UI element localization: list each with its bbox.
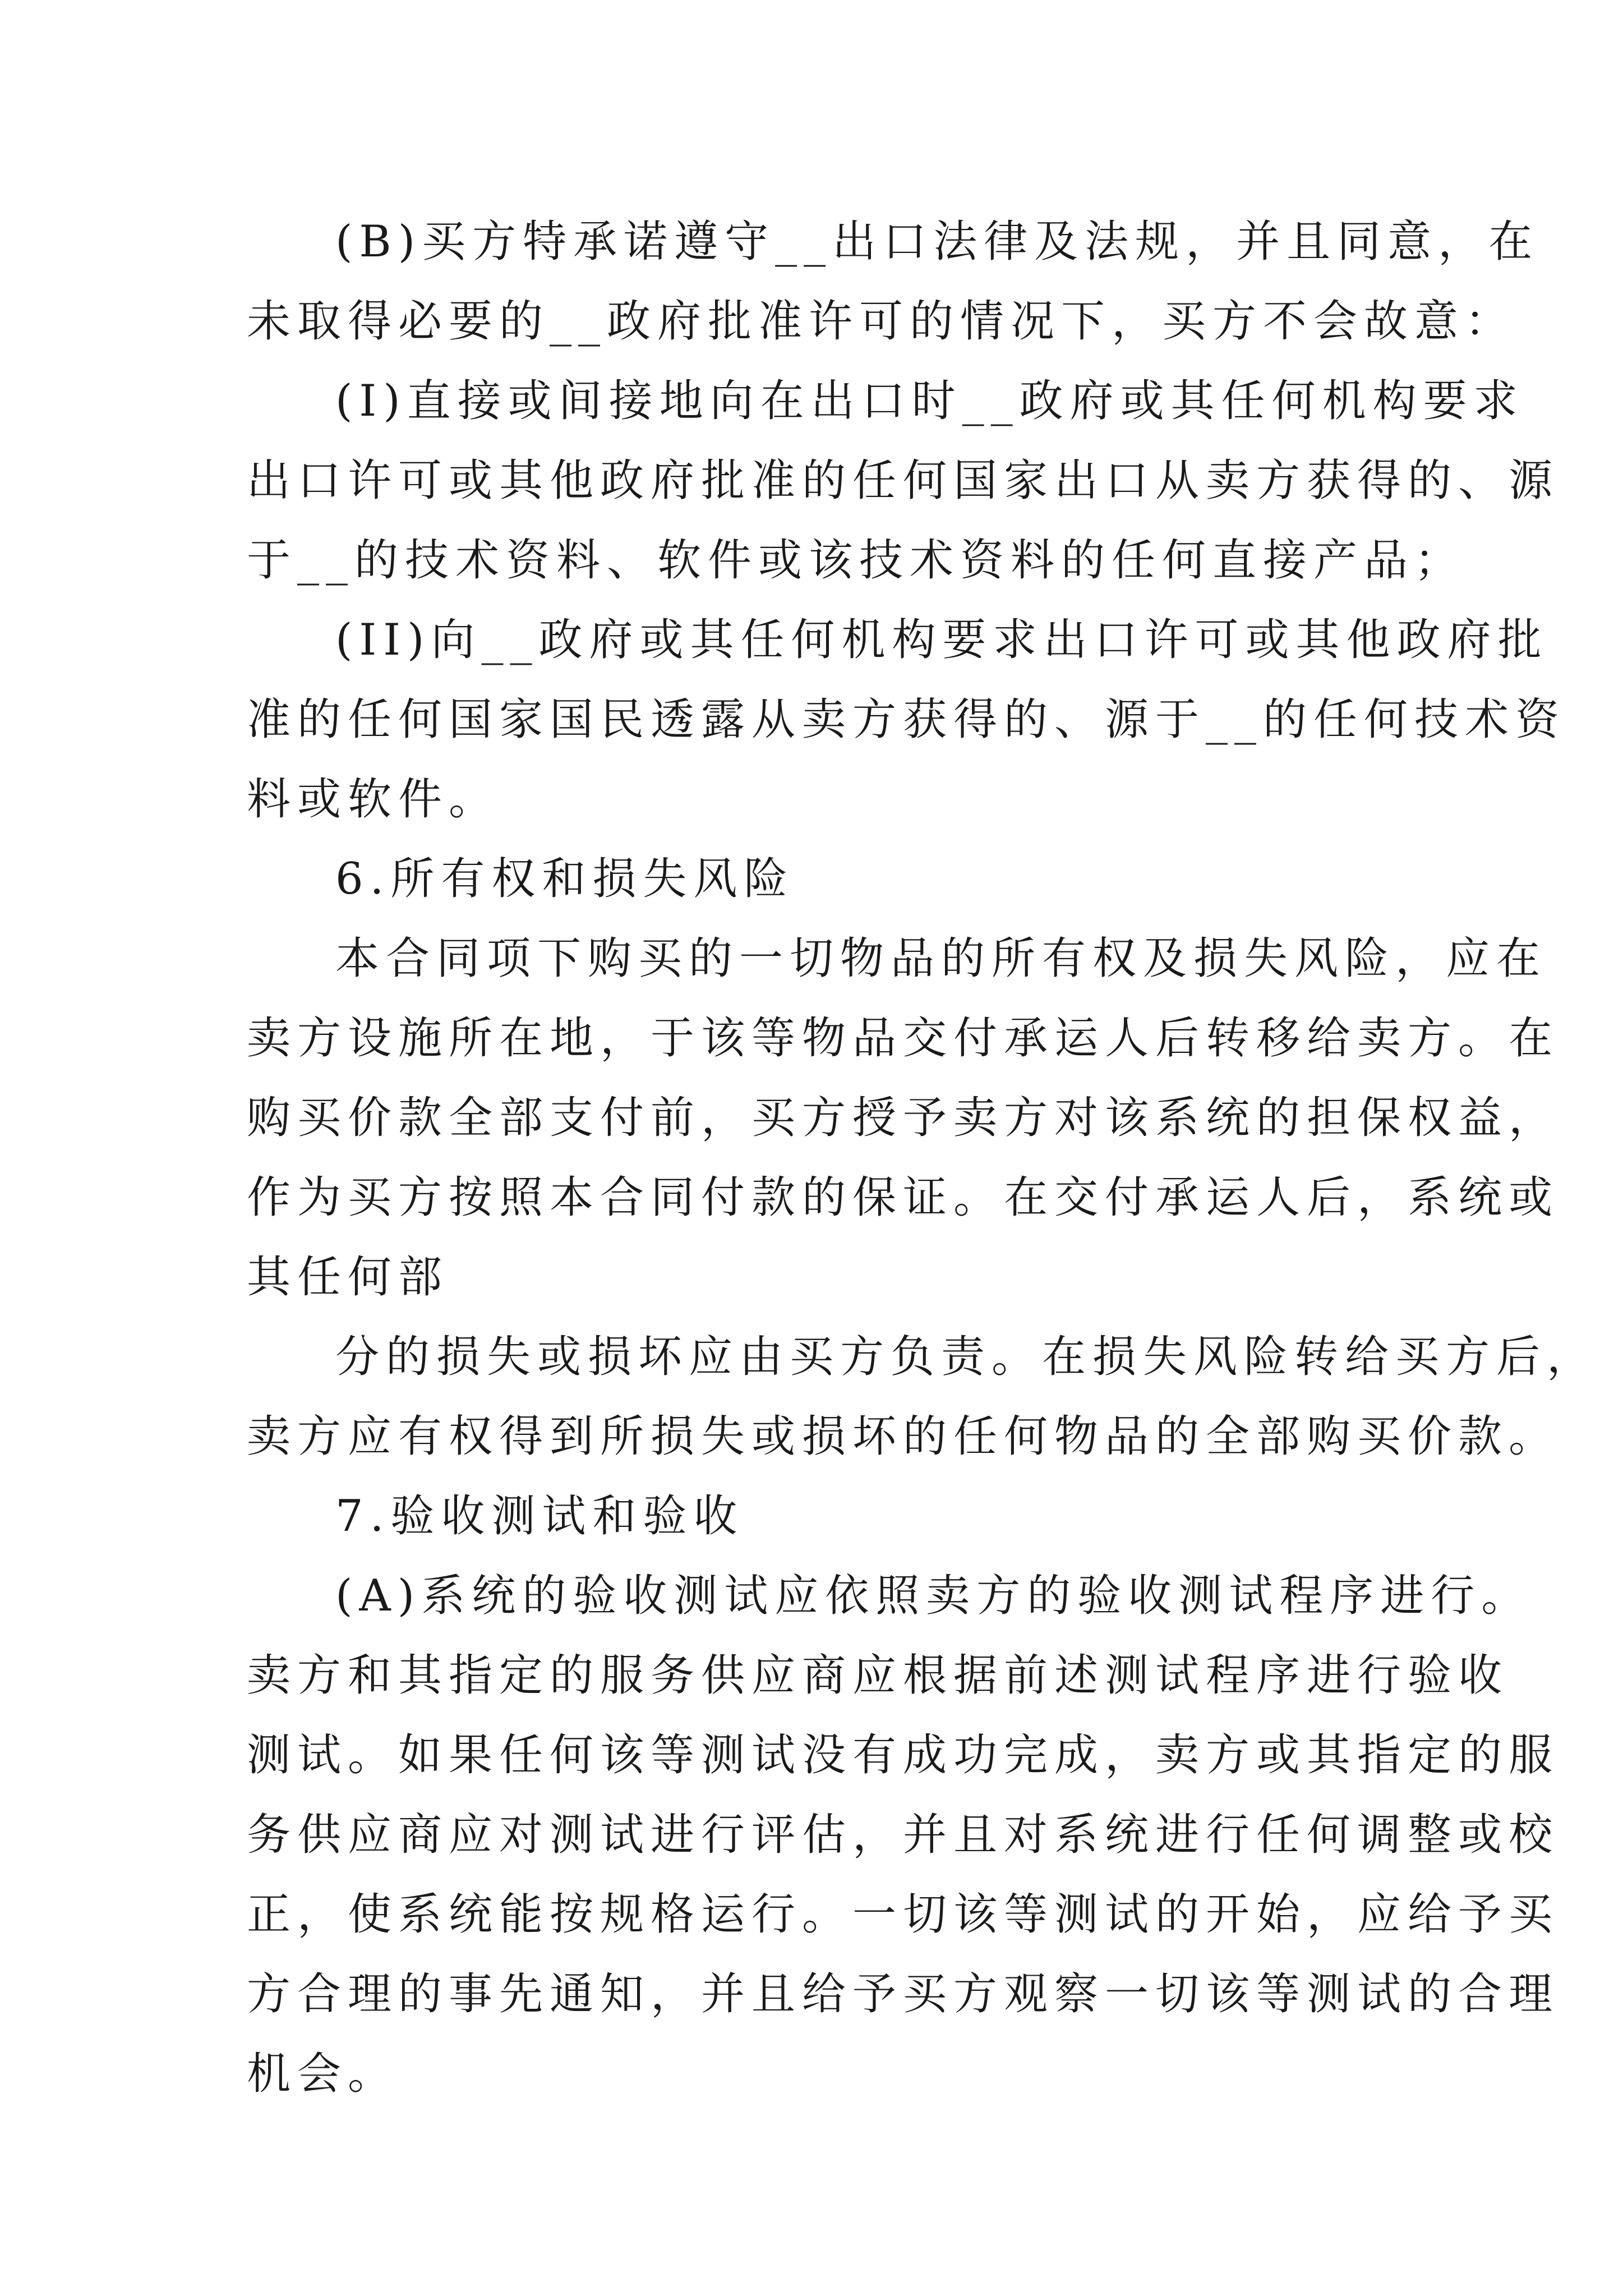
text-line: 准的任何国家国民透露从卖方获得的、源于__的任何技术资	[247, 694, 1566, 745]
text-line: 料或软件。	[247, 774, 500, 825]
text-line: (II)向__政府或其任何机构要求出口许可或其他政府批	[335, 615, 1548, 665]
section-heading: 6.所有权和损失风险	[335, 854, 795, 904]
section-heading: 7.验收测试和验收	[335, 1491, 744, 1542]
text-line: 未取得必要的__政府批准许可的情况下，买方不会故意：	[247, 296, 1516, 347]
text-line: 正，使系统能按规格运行。一切该等测试的开始，应给予买	[247, 1889, 1560, 1940]
text-line: 其任何部	[247, 1252, 449, 1303]
text-line: 方合理的事先通知，并且给予买方观察一切该等测试的合理	[247, 1969, 1560, 2019]
text-line: 出口许可或其他政府批准的任何国家出口从卖方获得的、源	[247, 455, 1560, 506]
text-line: 分的损失或损坏应由买方负责。在损失风险转给买方后，	[335, 1332, 1598, 1382]
text-line: 作为买方按照本合同付款的保证。在交付承运人后，系统或	[247, 1172, 1560, 1223]
text-line: (B)买方特承诺遵守__出口法律及法规，并且同意，在	[335, 217, 1539, 267]
text-line: 测试。如果任何该等测试没有成功完成，卖方或其指定的服	[247, 1730, 1560, 1780]
document-body	[247, 202, 1598, 2114]
text-line: (I)直接或间接地向在出口时__政府或其任何机构要求	[335, 376, 1524, 426]
text-line: 卖方应有权得到所损失或损坏的任何物品的全部购买价款。	[247, 1411, 1560, 1462]
text-line: 于__的技术资料、软件或该技术资料的任何直接产品；	[247, 535, 1465, 586]
text-line: (A)系统的验收测试应依照卖方的验收测试程序进行。	[335, 1571, 1532, 1621]
text-line: 机会。	[247, 2049, 399, 2099]
text-line: 卖方和其指定的服务供应商应根据前述测试程序进行验收	[247, 1650, 1509, 1701]
text-line: 购买价款全部支付前，买方授予卖方对该系统的担保权益，	[247, 1093, 1560, 1143]
text-line: 务供应商应对测试进行评估，并且对系统进行任何调整或校	[247, 1810, 1560, 1860]
text-line: 本合同项下购买的一切物品的所有权及损失风险，应在	[335, 933, 1547, 984]
text-line: 卖方设施所在地，于该等物品交付承运人后转移给卖方。在	[247, 1013, 1560, 1064]
